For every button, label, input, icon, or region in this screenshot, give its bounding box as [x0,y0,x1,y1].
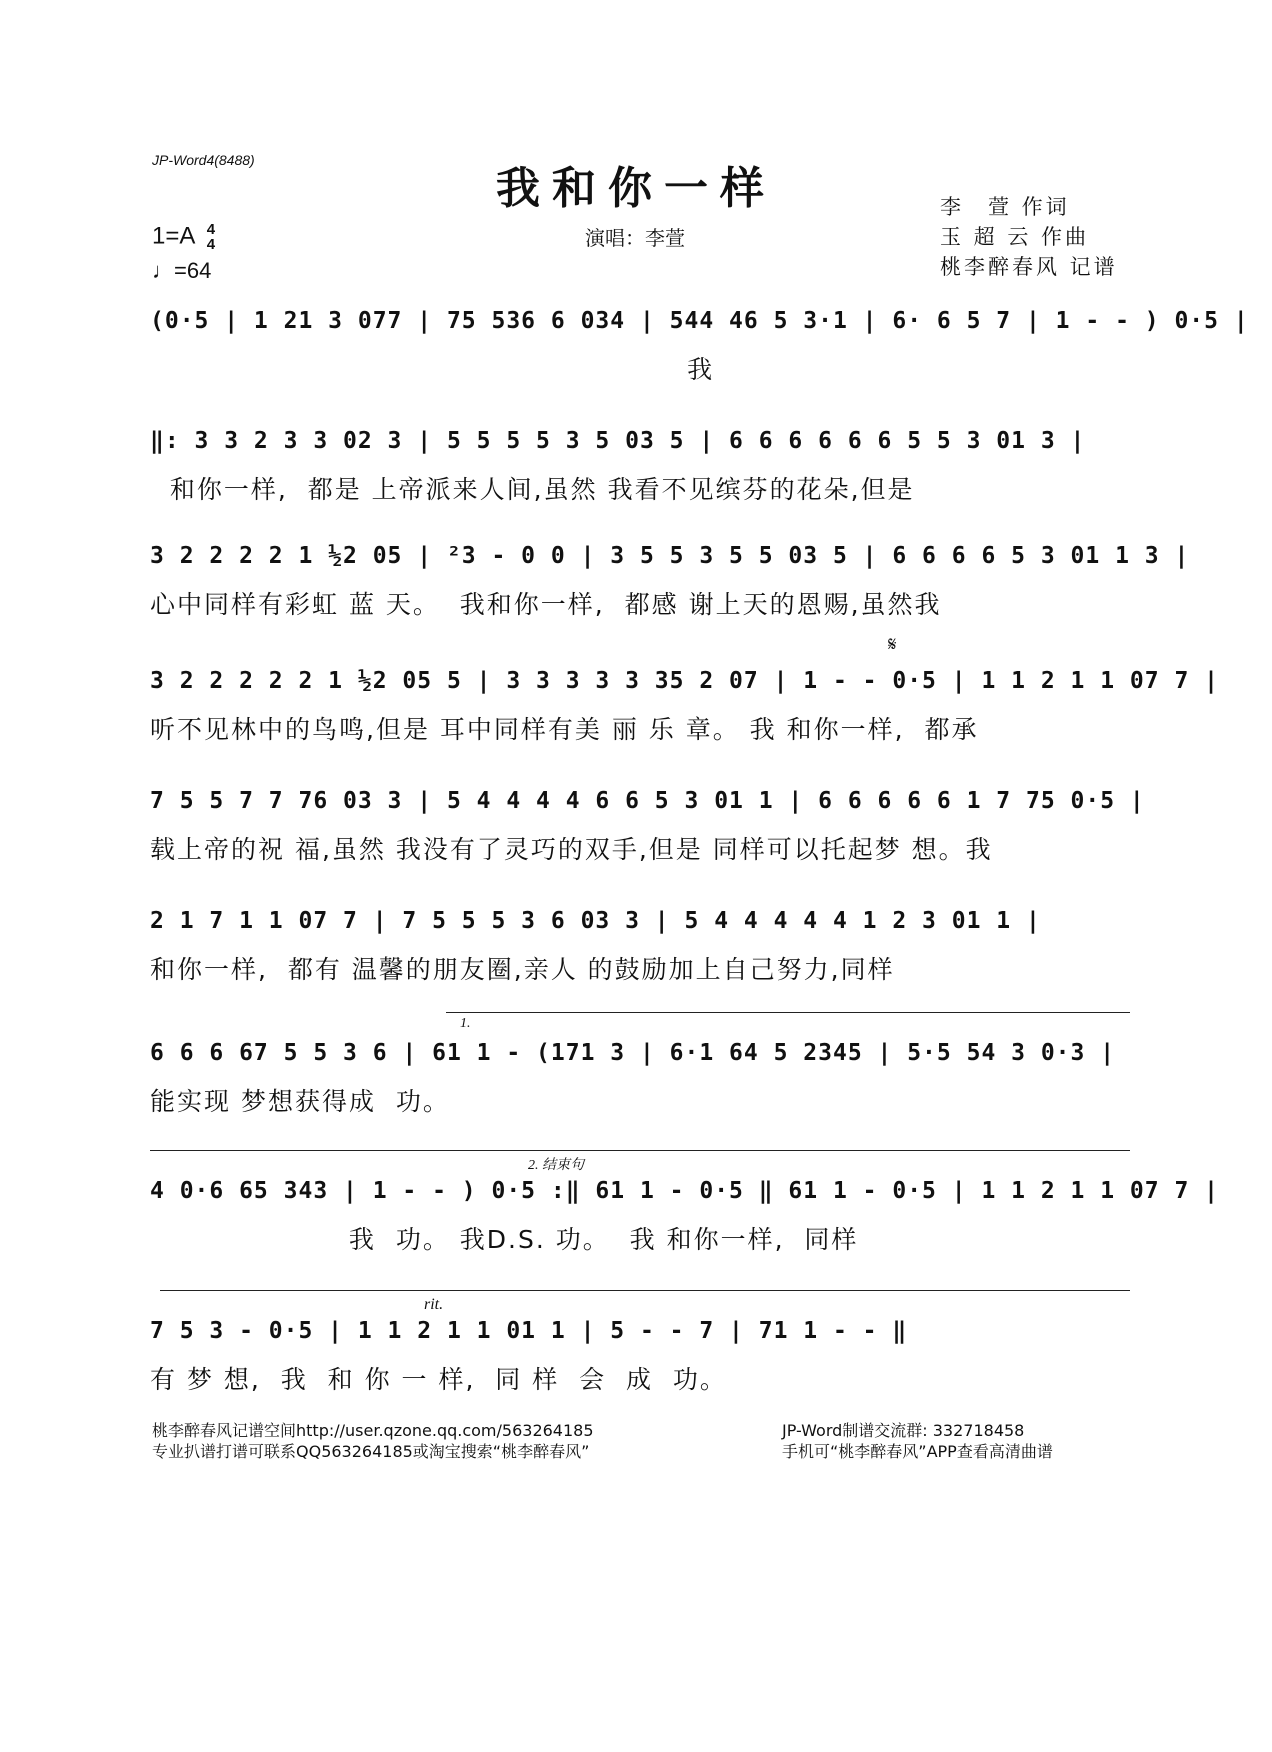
footer-right [782,1420,1053,1462]
notes-line: 3 2 2 2 2 2 1 ½2 05 5 | 3 3 3 3 3 35 2 07 | 1 - - 0·5 | 1 1 2 1 1 07 7 | [150,668,1219,694]
notes-line: 7 5 5 7 7 76 03 3 | 5 4 4 4 4 6 6 5 3 01 1 | 6 6 6 6 6 1 7 75 0·5 | [150,788,1145,814]
source-label: JP-Word4(8488) [152,152,255,168]
notes-line: 3 2 2 2 2 1 ½2 05 | ²3 - 0 0 | 3 5 5 3 5 5 03 5 | 6 6 6 6 5 3 01 1 3 | [150,543,1190,569]
notes-line: ‖: 3 3 2 3 3 02 3 | 5 5 5 5 3 5 03 5 | 6 6 6 6 6 6 5 5 3 01 3 | [150,428,1086,454]
score-system-7 [150,1040,1130,1118]
closing-bracket [160,1290,1130,1291]
score-system-3 [150,543,1190,621]
footer-contact: 专业扒谱打谱可联系QQ563264185或淘宝搜索“桃李醉春风” [152,1442,590,1461]
footer-website: 桃李醉春风记谱空间http://user.qzone.qq.com/563264185 [152,1421,594,1440]
singer-credit: 演唱：李萱 [585,226,685,250]
key-label: 1=A [152,222,195,250]
score-system-8 [150,1178,1219,1256]
score-system-5 [150,788,1145,866]
lyrics-line: 有 梦 想, 我 和 你 一 样, 同 样 会 成 功。 [150,1365,727,1394]
notes-line: 7 5 3 - 0·5 | 1 1 2 1 1 01 1 | 5 - - 7 | 71 1 - - ‖ [150,1318,908,1344]
footer-left [152,1420,594,1462]
segno-mark: 𝄋 [888,632,897,656]
lyrics-line: 听不见林中的鸟鸣,但是 耳中同样有美 丽 乐 章。 我 和你一样, 都承 [150,715,979,744]
score-system-1 [150,308,1249,386]
notes-line: (0·5 | 1 21 3 077 | 75 536 6 034 | 544 46 5 3·1 | 6· 6 5 7 | 1 - - ) 0·5 | [150,308,1249,334]
score-system-9 [150,1318,1130,1396]
lyrics-line: 能实现 梦想获得成 功。 [150,1087,450,1116]
credits-block [940,192,1118,282]
notes-line: 2 1 7 1 1 07 7 | 7 5 5 5 3 6 03 3 | 5 4 4 4 4 4 1 2 3 01 1 | [150,908,1041,934]
lyrics-line: 和你一样, 都是 上帝派来人间,虽然 我看不见缤芬的花朵,但是 [150,475,915,504]
lyricist-credit: 李 萱 作词 [940,195,1070,219]
time-top: 4 [206,221,216,238]
lyrics-line: 我 [150,355,715,384]
first-ending-mark: 1. [460,1016,471,1031]
tempo-marking: ♩=64 [152,258,212,283]
notes-line: 6 6 6 67 5 5 3 6 | 61 1 - (171 3 | 6·1 64 5 2345 | 5·5 54 3 0·3 | [150,1040,1116,1066]
lyrics-line: 心中同样有彩虹 蓝 天。 我和你一样, 都感 谢上天的恩赐,虽然我 [150,590,942,619]
second-ending-mark: 2. 结束句 [528,1158,584,1173]
score-system-4 [150,668,1219,746]
footer-group: JP-Word制谱交流群: 332718458 [782,1421,1025,1440]
transcriber-credit: 桃李醉春风 记谱 [940,255,1118,279]
composer-credit: 玉 超 云 作曲 [940,225,1090,249]
footer-app: 手机可“桃李醉春风”APP查看高清曲谱 [782,1442,1053,1461]
lyrics-line: 我 功。 我D.S. 功。 我 和你一样, 同样 [150,1225,859,1254]
song-title: 我和你一样 [496,163,776,214]
lyrics-line: 载上帝的祝 福,虽然 我没有了灵巧的双手,但是 同样可以托起梦 想。我 [150,835,993,864]
time-bottom: 4 [206,236,216,253]
first-ending-bracket [446,1012,1130,1013]
lyrics-line: 和你一样, 都有 温馨的朋友圈,亲人 的鼓励加上自己努力,同样 [150,955,895,984]
second-ending-bracket [150,1150,1130,1151]
notes-line: 4 0·6 65 343 | 1 - - ) 0·5 :‖ 61 1 - 0·5 ‖ 61 1 - 0·5 | 1 1 2 1 1 07 7 | [150,1178,1219,1204]
ritardando-mark: rit. [424,1296,444,1313]
score-system-2 [150,428,1130,506]
key-signature [152,222,215,252]
time-signature [207,222,215,252]
score-system-6 [150,908,1130,986]
